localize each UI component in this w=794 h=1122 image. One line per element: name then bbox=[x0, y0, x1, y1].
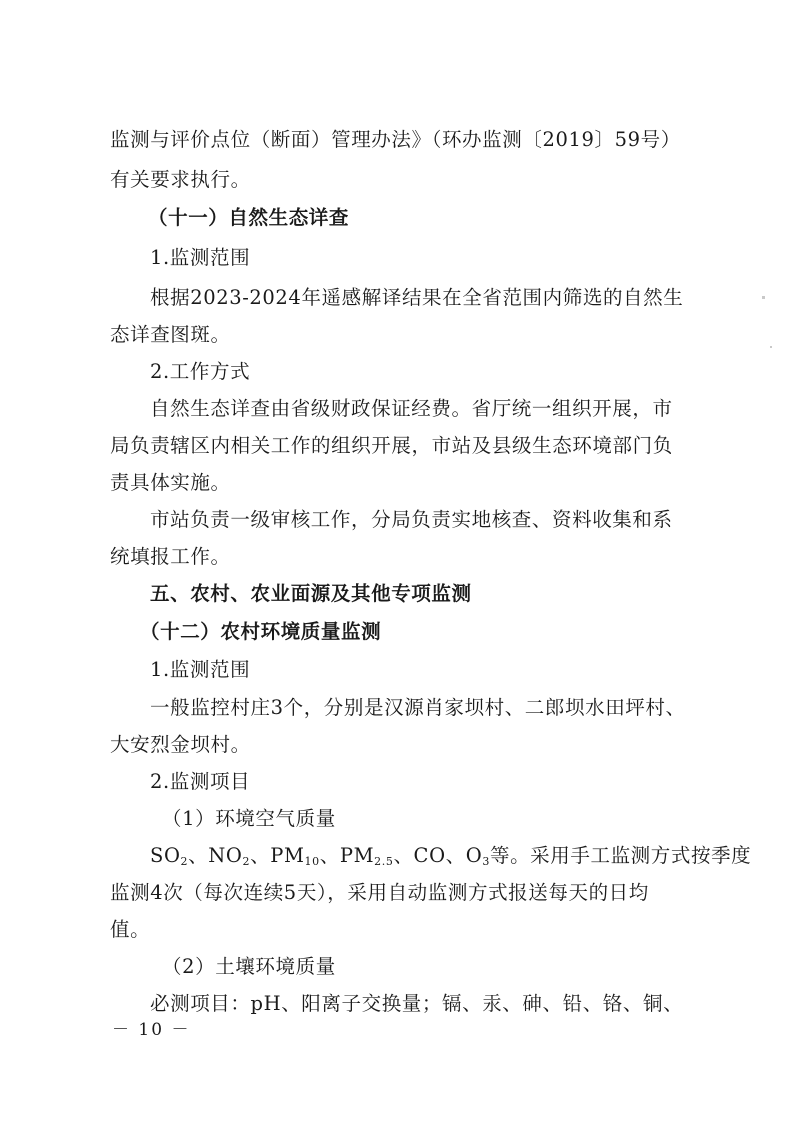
scan-speck bbox=[770, 346, 772, 348]
paragraph-line: 监测与评价点位（断面）管理办法》（环办监测〔2019〕59号） bbox=[110, 128, 681, 151]
separator: 、 bbox=[188, 844, 209, 867]
pollutant-no2: $NO_2$ bbox=[208, 844, 251, 868]
subsection-heading: 2.工作方式 bbox=[150, 360, 251, 383]
paragraph-line: 统填报工作。 bbox=[110, 545, 231, 568]
pollutant-co: CO bbox=[413, 844, 446, 867]
subsection-heading: 2.监测项目 bbox=[150, 770, 251, 793]
paragraph-line: 态详查图斑。 bbox=[110, 323, 231, 346]
pollutant-line bbox=[150, 842, 751, 870]
pollutant-so2: $SO_2$ bbox=[150, 844, 189, 868]
paragraph-line: 一般监控村庄3个，分别是汉源肖家坝村、二郎坝水田坪村、 bbox=[150, 696, 686, 719]
paragraph-line: 有关要求执行。 bbox=[110, 168, 251, 191]
paragraph-line: 大安烈金坝村。 bbox=[110, 733, 251, 756]
section-heading: （十一）自然生态详查 bbox=[148, 206, 350, 229]
separator: 、 bbox=[445, 844, 466, 867]
paragraph-line: 必测项目：pH、阳离子交换量；镉、汞、砷、铅、铬、铜、 bbox=[150, 992, 684, 1015]
separator: 、 bbox=[250, 844, 271, 867]
separator: 、 bbox=[319, 844, 340, 867]
item-heading: （2）土壤环境质量 bbox=[162, 955, 336, 978]
paragraph-line: 自然生态详查由省级财政保证经费。省厅统一组织开展，市 bbox=[150, 397, 673, 420]
page-number: － 10 － bbox=[112, 1020, 191, 1040]
paragraph-line: 根据2023-2024年遥感解译结果在全省范围内筛选的自然生 bbox=[150, 286, 684, 309]
paragraph-text: 等。采用手工监测方式按季度 bbox=[489, 844, 752, 867]
paragraph-line: 市站负责一级审核工作，分局负责实地核查、资料收集和系 bbox=[150, 508, 673, 531]
separator: 、 bbox=[393, 844, 414, 867]
paragraph-line: 值。 bbox=[110, 918, 151, 941]
item-heading: （1）环境空气质量 bbox=[162, 807, 336, 830]
subsection-heading: 1.监测范围 bbox=[150, 246, 251, 269]
chapter-heading: 五、农村、农业面源及其他专项监测 bbox=[150, 582, 472, 605]
paragraph-line: 局负责辖区内相关工作的组织开展，市站及县级生态环境部门负 bbox=[110, 434, 673, 457]
pollutant-pm10: $PM_{10}$ bbox=[270, 844, 320, 868]
section-heading: （十二）农村环境质量监测 bbox=[140, 620, 382, 643]
scan-speck bbox=[762, 296, 765, 299]
pollutant-pm25: $PM_{2.5}$ bbox=[339, 844, 394, 868]
paragraph-line: 责具体实施。 bbox=[110, 471, 231, 494]
paragraph-line: 监测4次（每次连续5天），采用自动监测方式报送每天的日均 bbox=[110, 881, 649, 904]
subsection-heading: 1.监测范围 bbox=[150, 658, 251, 681]
pollutant-o3: $O_3$ bbox=[465, 844, 490, 868]
